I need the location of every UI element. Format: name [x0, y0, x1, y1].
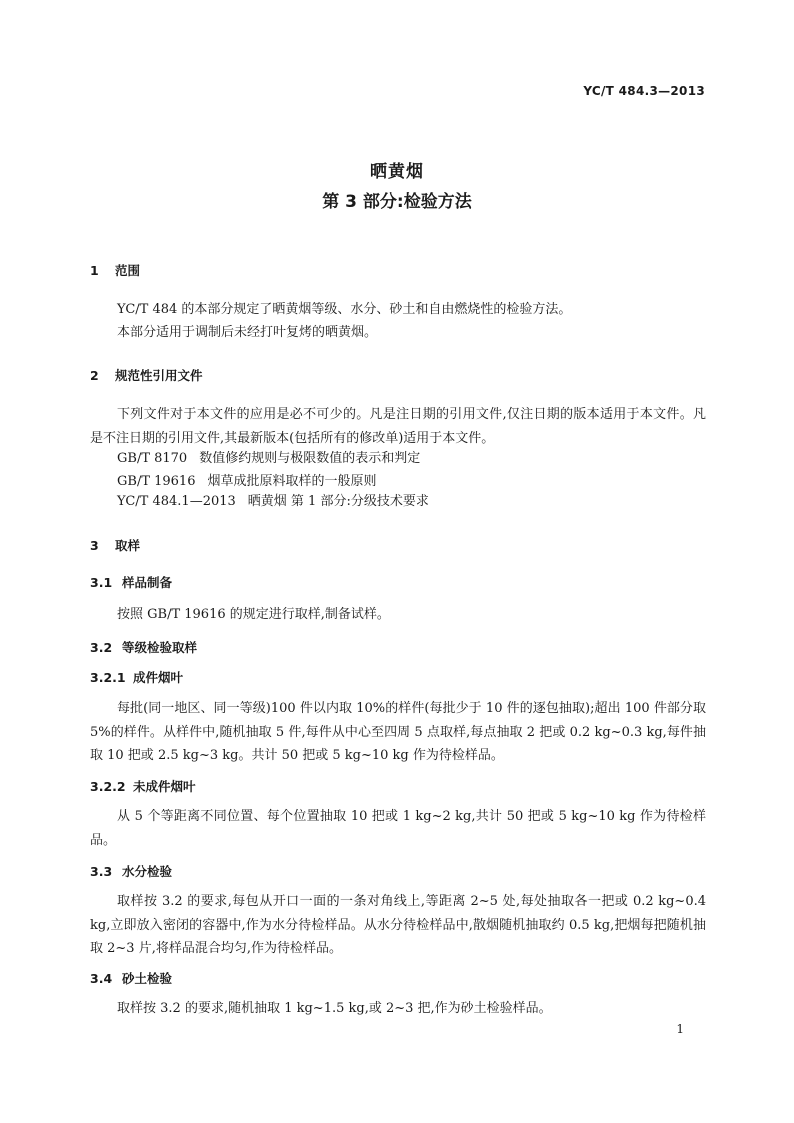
subsection-heading-3-3: [90, 862, 172, 880]
section-title: 水分检验: [122, 864, 173, 879]
subsection-heading-3-2-2: [90, 777, 196, 795]
document-title: 晒黄烟: [370, 162, 424, 182]
reference-title: 晒黄烟 第 1 部分:分级技术要求: [247, 494, 429, 509]
reference-title: 数值修约规则与极限数值的表示和判定: [199, 451, 421, 466]
paragraph: 取样按 3.2 的要求,随机抽取 1 kg~1.5 kg,或 2~3 把,作为砂土检验样品。: [117, 1001, 552, 1016]
section-number: 3.2.1: [90, 670, 126, 685]
reference-item: [90, 447, 706, 471]
subsection-heading-3-1: [90, 573, 172, 591]
section-title: 成件烟叶: [133, 670, 184, 685]
subsection-heading-3-2-1: [90, 668, 183, 686]
reference-item: [90, 490, 706, 514]
reference-code: YC/T 484.1—2013: [117, 494, 236, 509]
section-heading-1: [90, 261, 140, 279]
section-number: 3.2: [90, 640, 113, 655]
reference-code: GB/T 8170: [117, 451, 188, 466]
section-title: 等级检验取样: [122, 640, 198, 655]
section-heading-3: [90, 536, 140, 554]
paragraph: 每批(同一地区、同一等级)100 件以内取 10%的样件(每批少于 10 件的逐包抽取);超出 100 件部分取 5%的样件。从样件中,随机抽取 5 件,每件从中心至四周 5 点取样,每点抽取 2 把或 0.2 kg~0.3 kg,每件抽取 10 把或 2.5 kg~3 kg。共计 50 把或 5 kg~10 kg 作为待检样品。: [90, 701, 706, 763]
section-title: 规范性引用文件: [115, 368, 203, 383]
section-title: 未成件烟叶: [133, 779, 196, 794]
paragraph: 按照 GB/T 19616 的规定进行取样,制备试样。: [117, 607, 390, 622]
paragraph: 从 5 个等距离不同位置、每个位置抽取 10 把或 1 kg~2 kg,共计 50 把或 5 kg~10 kg 作为待检样品。: [90, 809, 706, 848]
standard-code: YC/T 484.3—2013: [583, 84, 705, 98]
section-heading-2: [90, 366, 203, 384]
reference-code: GB/T 19616: [117, 474, 196, 489]
section-number: 1: [90, 263, 99, 278]
subsection-heading-3-2: [90, 638, 197, 656]
paragraph: 取样按 3.2 的要求,每包从开口一面的一条对角线上,等距离 2~5 处,每处抽取各一把或 0.2 kg~0.4 kg,立即放入密闭的容器中,作为水分待检样品。从水分待检样品中,散烟随机抽取约 0.5 kg,把烟每把随机抽取 2~3 片,将样品混合均匀,作为待检样品。: [90, 894, 706, 956]
section-number: 3.2.2: [90, 779, 126, 794]
section-title: 样品制备: [122, 575, 173, 590]
paragraph: 下列文件对于本文件的应用是必不可少的。凡是注日期的引用文件,仅注日期的版本适用于本文件。凡是不注日期的引用文件,其最新版本(包括所有的修改单)适用于本文件。: [90, 407, 706, 446]
section-number: 3: [90, 538, 99, 553]
paragraph: 本部分适用于调制后未经打叶复烤的晒黄烟。: [117, 325, 378, 340]
section-number: 3.4: [90, 971, 113, 986]
section-number: 3.3: [90, 864, 113, 879]
section-number: 2: [90, 368, 99, 383]
document-subtitle: 第 3 部分:检验方法: [322, 192, 472, 212]
reference-title: 烟草成批原料取样的一般原则: [207, 474, 377, 489]
section-title: 取样: [115, 538, 141, 553]
page-number: 1: [676, 1022, 684, 1036]
paragraph: YC/T 484 的本部分规定了晒黄烟等级、水分、砂土和自由燃烧性的检验方法。: [117, 302, 572, 317]
section-title: 砂土检验: [122, 971, 173, 986]
section-number: 3.1: [90, 575, 113, 590]
subsection-heading-3-4: [90, 969, 172, 987]
section-title: 范围: [115, 263, 141, 278]
